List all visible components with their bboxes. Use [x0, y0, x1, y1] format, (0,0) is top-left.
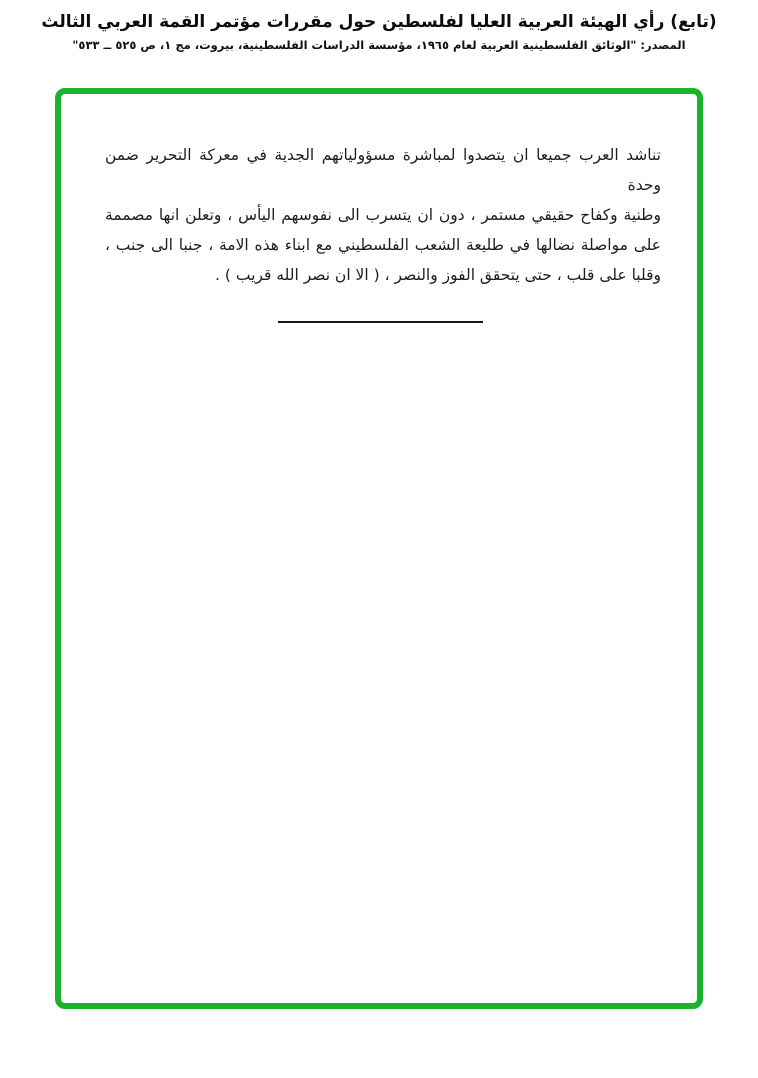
paragraph-line-3: على مواصلة نضالها في طليعة الشعب الفلسطيني مع ابناء هذه الامة ، جنبا الى جنب ،: [105, 236, 661, 254]
document-header: [0, 12, 758, 52]
paragraph-line-1: تناشد العرب جميعا ان يتصدوا لمباشرة مسؤولياتهم الجدية في معركة التحرير ضمن وحدة: [105, 146, 661, 194]
document-title: (تابع) رأي الهيئة العربية العليا لفلسطين حول مقررات مؤتمر القمة العربي الثالث: [41, 12, 717, 32]
section-divider: [278, 321, 483, 323]
source-citation-line: المصدر: "الوثائق الفلسطينية العربية لعام ١٩٦٥، مؤسسة الدراسات الفلسطينية، بيروت، مج ١، ص ٥٢٥ ــ ٥٣٣": [72, 38, 686, 52]
highlighted-document-region: [55, 88, 703, 1009]
paragraph-line-4: وقلبا على قلب ، حتى يتحقق الفوز والنصر ، ( الا ان نصر الله قريب ) .: [215, 266, 661, 284]
document-paragraph: [105, 140, 661, 290]
paragraph-line-2: وطنية وكفاح حقيقي مستمر ، دون ان يتسرب الى نفوسهم اليأس ، وتعلن انها مصممة: [105, 206, 661, 224]
